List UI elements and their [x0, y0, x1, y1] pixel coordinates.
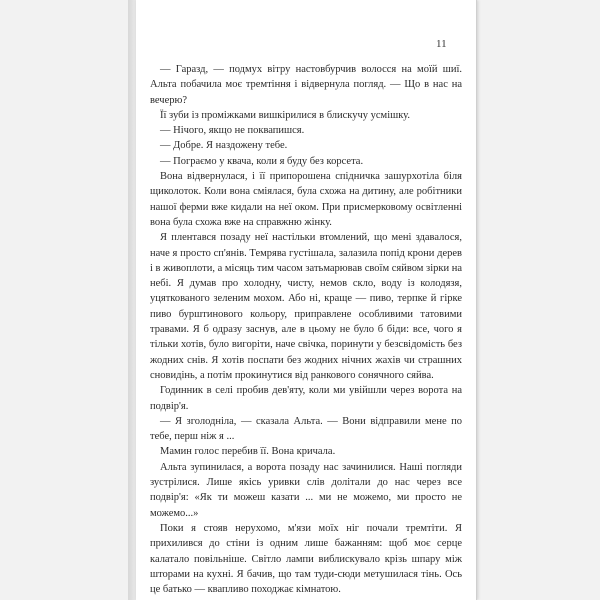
- paragraph: Годинник в селі пробив дев'яту, коли ми увійшли через ворота на подвір'я.: [150, 385, 462, 412]
- paragraph: Її зуби із проміжками вишкірилися в блискучу усмішку.: [160, 109, 410, 121]
- paragraph: — Я зголодніла, — сказала Альта. — Вони відправили мене по тебе, перш ніж я ...: [150, 415, 462, 443]
- paragraph: — Пограємо у квача, коли я буду без корсета.: [160, 155, 364, 167]
- paragraph: Я плентався позаду неї настільки втомлений, що мені здавалося, наче я просто сп'янів. Темрява густішала, залазила попід крони дерев і в живоплоти, а місяць тим часом затьмарював своїм сяйвом зірки на небі. Я думав про холодну, чисту, немов скло, воду із колодязя, уцяткованого зеленим мохом. Або ні, краще — пиво, терпке й гірке пиво бурштинового кольору, приправлене особливими татовими травами. Я б одразу заснув, але в цьому не було б біди: все, чого я тільки хотів, було вигоріти, наче свічка, поринути у безсвідомість без жодних снів. Я хотів поспати без жодних нічних жахів чи страшних сновидінь, а потім прокинутися від ранкового сонячного сяйва.: [150, 232, 462, 381]
- paragraph: — Добре. Я наздожену тебе.: [160, 140, 288, 152]
- paragraph: Вона відвернулася, і її припорошена спідничка зашурхотіла біля щиколоток. Коли вона сміялася, була схожа на дитину, але робітники нашої ферми вже кидали на неї оком. При присмерковому освітленні вона була схожа вже на справжню жінку.: [150, 171, 462, 228]
- paragraph: Мамин голос перебив її. Вона кричала.: [160, 446, 336, 458]
- paragraph: Альта зупинилася, а ворота позаду нас зачинилися. Наші погляди зустрілися. Лише якісь уривки слів долітали до нас через все подвір'я: «Як ти можеш казати ... ми не можемо, ми просто не можемо...»: [150, 461, 462, 519]
- paragraph: Поки я стояв нерухомо, м'язи моїх ніг почали тремтіти. Я прихилився до стіни із одним лише бажанням: щоб моє серце калатало повільніше. Світло лампи виблискувало крізь шпару між шторами на кухні. Я бачив, що там туди-сюди метушилася тінь. Ось це батько — квапливо походжає кімнатою.: [150, 522, 462, 596]
- page-body: [150, 62, 462, 597]
- paragraph: — Гаразд, — подмух вітру настовбурчив волосся на моїй шиї. Альта побачила моє тремтіння і відвернула погляд. — Що в нас на вечерю?: [150, 64, 462, 106]
- paragraph: — Нічого, якщо не поквапишся.: [160, 125, 305, 137]
- page-number: 11: [436, 38, 447, 50]
